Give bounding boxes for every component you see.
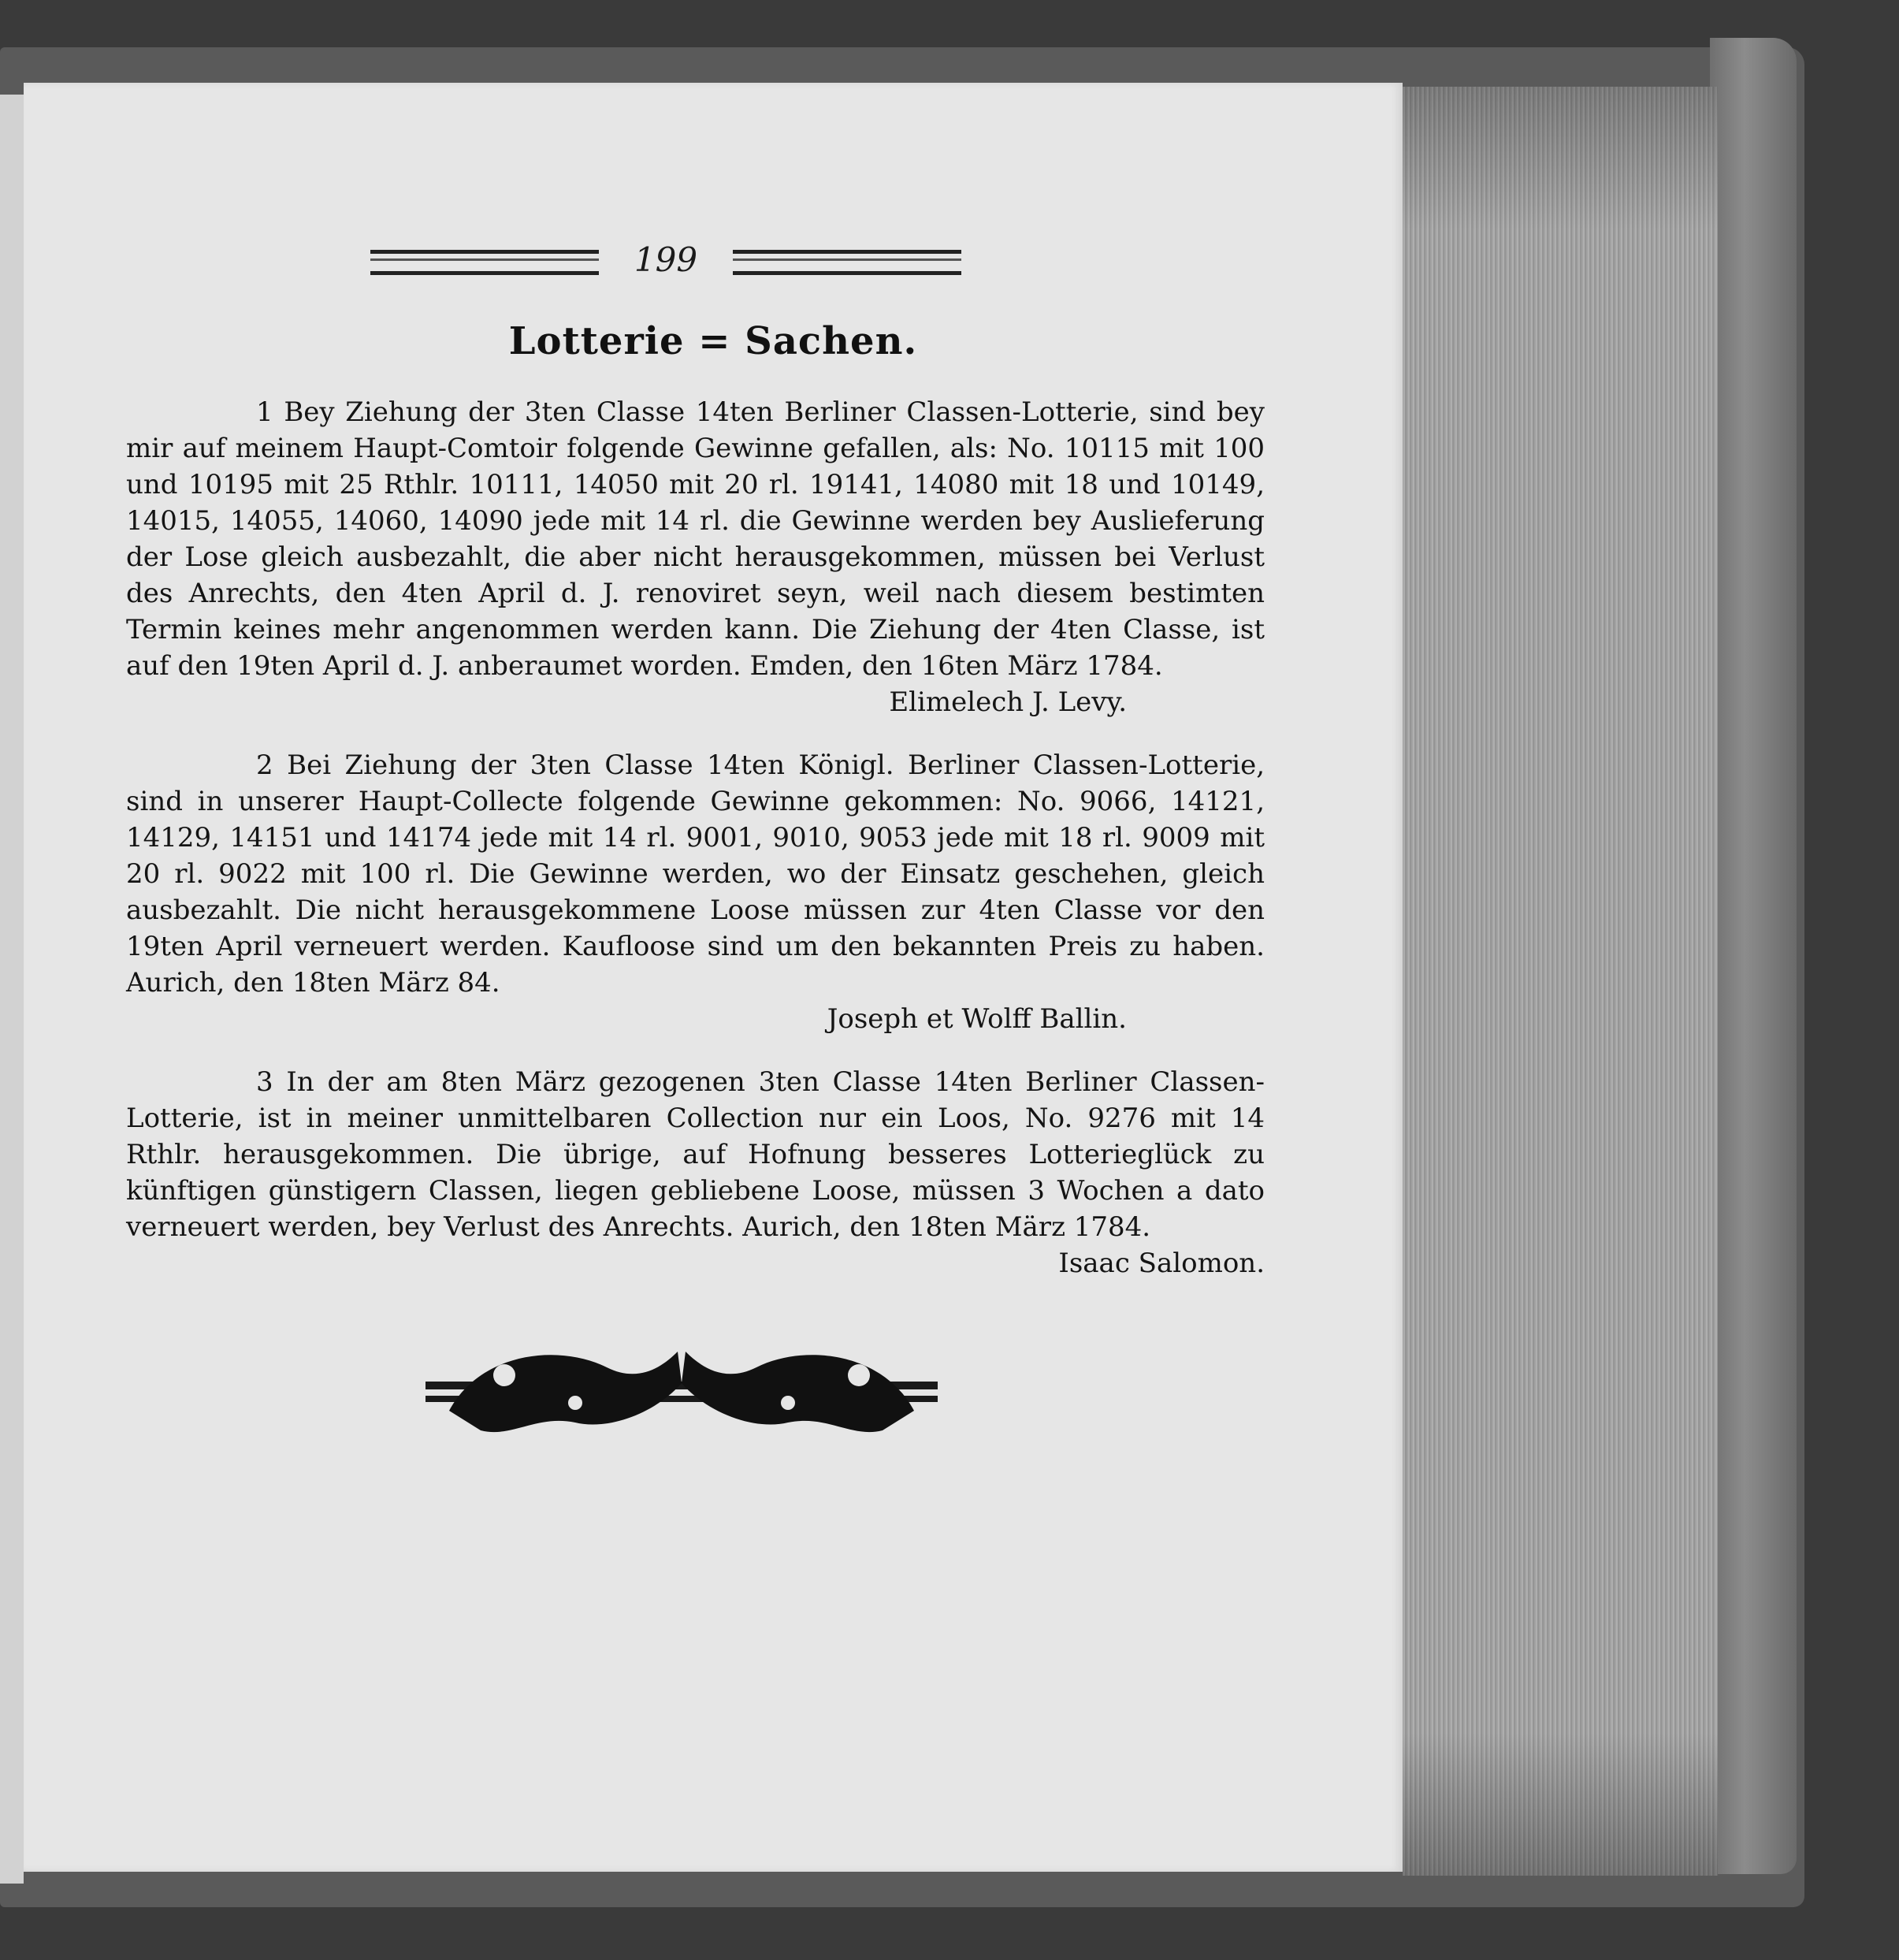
entry-signature: Joseph et Wolff Ballin. — [827, 1003, 1127, 1035]
book-page — [24, 83, 1403, 1872]
entry-text: 1 Bey Ziehung der 3ten Classe 14ten Berliner Classen-Lotterie, sind bey mir auf meinem Haupt-Comtoir folgende Gewinne gefallen, als: No. 10115 mit 100 und 10195 mit 25 Rthlr. 10111, 14050 mit 20 rl. 19141, 14080 mit 18 und 10149, 14015, 14055, 14060, 14090 jede mit 14 rl. die Gewinne werden bey Auslieferung der Lose gleich ausbezahlt, die aber nicht herausgekommen, müssen bei Verlust des Anrechts, den 4ten April d. J. renoviret seyn, weil nach diesem bestimten Termin keines mehr angenommen werden kann. Die Ziehung der 4ten Classe, ist auf den 19ten April d. J. anberaumet worden. Emden, den 16ten März 1784. — [126, 396, 1265, 682]
entry-signature: Isaac Salomon. — [1058, 1248, 1265, 1279]
page-block-edges — [1403, 87, 1718, 1876]
header-rule-left — [370, 250, 599, 275]
entry-text — [126, 1064, 1265, 1279]
entry-signature: Elimelech J. Levy. — [889, 686, 1127, 718]
page-header — [370, 240, 961, 280]
advertisement-list — [126, 394, 1265, 1281]
previous-page-strip — [0, 95, 24, 1884]
entry-text: 2 Bei Ziehung der 3ten Classe 14ten Königl. Berliner Classen-Lotterie, sind in unserer Haupt-Collecte folgende Gewinne gekommen: No. 9066, 14121, 14129, 14151 und 14174 jede mit 14 rl. 9001, 9010, 9053 jede mit 18 rl. 9009 mit 20 rl. 9022 mit 100 rl. Die Gewinne werden, wo der Einsatz geschehen, gleich ausbezahlt. Die nicht herausgekommene Loose müssen zur 4ten Classe vor den 19ten April verneuert werden. Kaufloose sind um den bekannten Preis zu haben. Aurich, den 18ten März 84. — [126, 749, 1265, 999]
advertisement-entry — [126, 1064, 1265, 1279]
advertisement-entry — [126, 394, 1265, 720]
page-number: 199 — [634, 240, 698, 279]
header-rule-right — [733, 250, 961, 275]
edge-shading — [1403, 87, 1718, 1876]
ornament-vignette — [418, 1336, 946, 1446]
entry-text-body: 3 In der am 8ten März gezogenen 3ten Classe 14ten Berliner Classen-Lotterie, ist in meiner unmittelbaren Collection nur ein Loos, No. 9276 mit 14 Rthlr. herausgekommen. Die übrige, auf Hofnung besseres Lotterieglück zu künftigen günstigern Classen, liegen gebliebene Loose, müssen 3 Wochen a dato verneuert werden, bey Verlust des Anrechts. Aurich, den 18ten März 1784. — [126, 1066, 1265, 1243]
section-title: Lotterie = Sachen. — [508, 319, 918, 363]
advertisement-entry — [126, 747, 1265, 1037]
book-cover-edge — [1710, 38, 1797, 1874]
